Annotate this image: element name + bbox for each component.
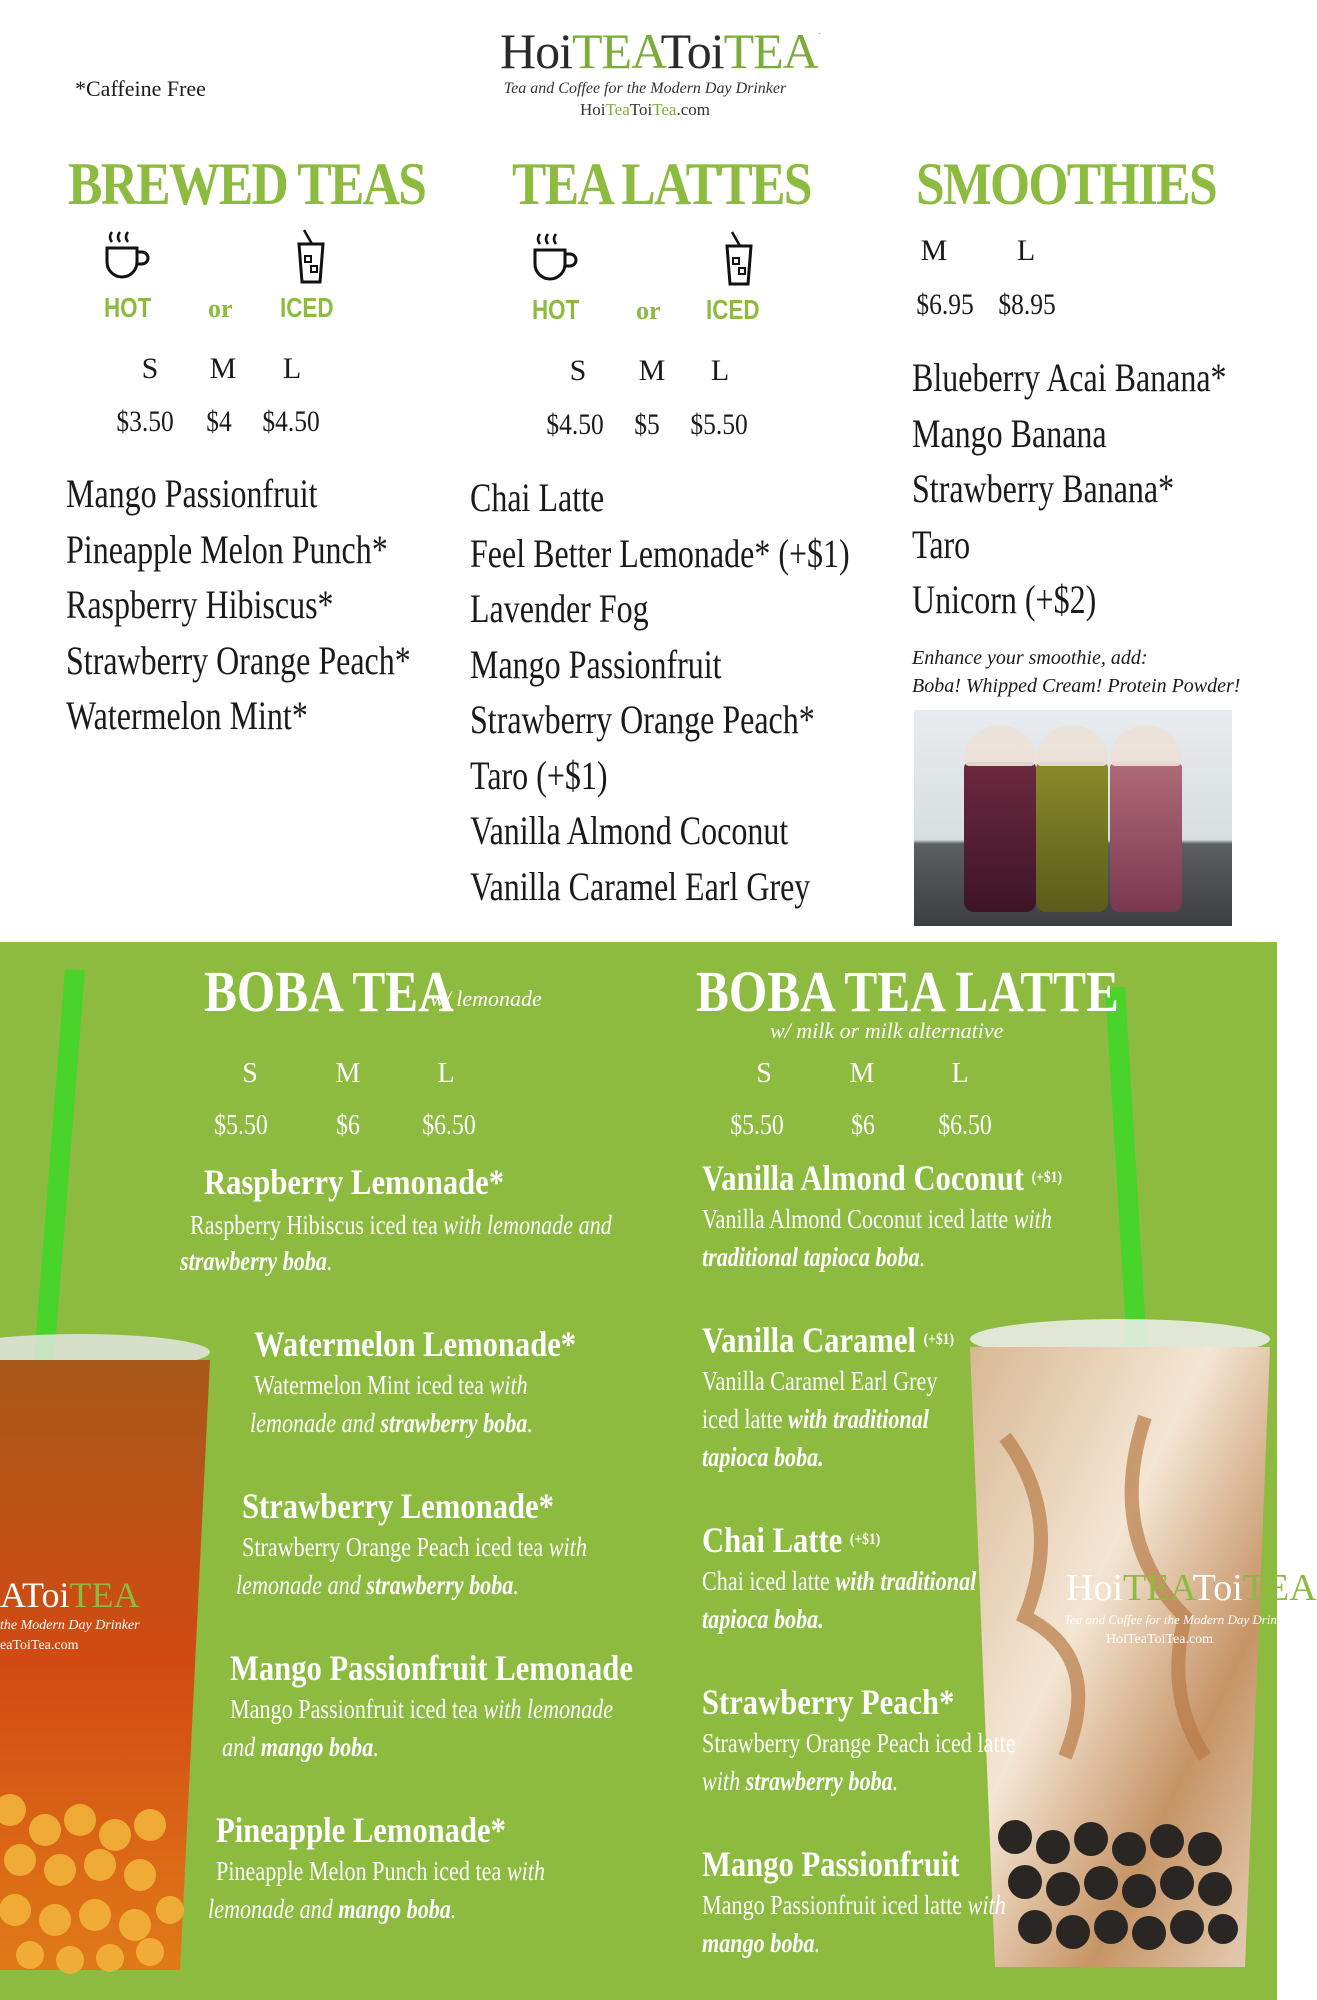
list-item: Strawberry Banana* <box>912 466 1175 511</box>
smoothies-photo <box>914 710 1232 926</box>
size-m: M <box>920 234 948 267</box>
price-s: $5.50 <box>730 1110 784 1141</box>
boba-tea-item: Strawberry Lemonade* Strawberry Orange Peach iced tea with <box>242 1486 587 1562</box>
logo-tagline: Tea and Coffee for the Modern Day Drinker <box>503 80 787 97</box>
price-s: $3.50 <box>116 405 174 438</box>
list-item: Pineapple Melon Punch* <box>66 526 388 572</box>
cup-logo-left: AToiTEA <box>0 1575 140 1615</box>
list-item: Strawberry Orange Peach* <box>66 637 411 683</box>
boba-latte-item: Vanilla Caramel $^{(+\$1)}$ Vanilla Caramel Earl Grey iced latte with traditional tapioca boba. <box>702 1320 954 1472</box>
boba-section <box>0 942 1317 2000</box>
list-item: Mango Passionfruit <box>470 641 722 687</box>
logo-url: HoiTeaToiTea.com <box>579 100 711 119</box>
hot-label: HOT <box>532 294 580 325</box>
boba-tea-item-desc: lemonade and mango boba. <box>208 1894 457 1924</box>
tea-lattes-list <box>470 470 945 914</box>
boba-tea-subtitle: w/ lemonade <box>430 986 542 1011</box>
boba-tea-item: Raspberry Lemonade* <box>204 1162 505 1202</box>
iced-cup-icon <box>722 230 756 288</box>
size-m: M <box>335 1058 361 1089</box>
list-item: Mango Passionfruit <box>66 471 318 516</box>
smoothie-cup <box>1110 762 1182 912</box>
list-item: Lavender Fog <box>470 586 649 631</box>
price-l: $8.95 <box>998 288 1056 321</box>
boba-latte-item: Chai Latte $^{(+\$1)}$ Chai iced latte with traditional tapioca boba. <box>702 1520 977 1634</box>
boba-tea-item-desc: lemonade and strawberry boba. <box>250 1408 533 1438</box>
brewed-teas-list <box>66 466 497 744</box>
caffeine-free-note: *Caffeine Free <box>75 76 206 101</box>
cup-logo-right-tagline: Tea and Coffee for the Modern Day Drinker <box>1064 1612 1294 1627</box>
iced-cup-icon <box>294 228 328 286</box>
size-l: L <box>951 1058 969 1089</box>
size-s: S <box>569 354 587 387</box>
size-m: M <box>209 352 237 385</box>
boba-tea-item: Mango Passionfruit Lemonade Mango Passionfruit iced tea with lemonade <box>230 1648 633 1724</box>
smoothies-list <box>912 350 1305 628</box>
boba-tea-item-desc: strawberry boba. <box>180 1246 333 1276</box>
list-item: Chai Latte <box>470 475 605 520</box>
list-item: Watermelon Mint* <box>66 693 308 738</box>
size-m: M <box>638 354 666 387</box>
size-l: L <box>437 1058 455 1089</box>
or-label: or <box>208 294 233 323</box>
cup-logo-right: HoiTEAToiTEA <box>1066 1567 1317 1609</box>
boba-tea-latte-title: BOBA TEA LATTE <box>696 959 1119 1024</box>
top-menu-section <box>0 0 1277 942</box>
boba-tea-item: Watermelon Lemonade* Watermelon Mint iced tea with <box>254 1324 577 1400</box>
list-item: Blueberry Acai Banana* <box>912 355 1227 400</box>
list-item: Vanilla Caramel Earl Grey <box>470 863 811 909</box>
size-l: L <box>282 352 302 385</box>
cup-logo-right-url: HoiTeaToiTea.com <box>1106 1632 1214 1647</box>
boba-latte-item: Vanilla Almond Coconut $^{(+\$1)}$ Vanilla Almond Coconut iced latte with traditional tapioca boba. <box>702 1158 1063 1272</box>
size-s: S <box>141 352 159 385</box>
or-label: or <box>636 296 661 325</box>
price-l: $5.50 <box>690 408 748 441</box>
brewed-teas-title: BREWED TEAS <box>68 151 426 217</box>
tea-lattes-title: TEA LATTES <box>512 151 811 217</box>
price-m: $5 <box>634 408 660 441</box>
hot-cup-icon <box>532 230 578 288</box>
list-item: Taro <box>912 521 971 567</box>
price-m: $4 <box>206 405 232 438</box>
boba-latte-item: Mango Passionfruit Mango Passionfruit iced latte with mango boba. <box>702 1844 1006 1958</box>
size-s: S <box>756 1058 772 1089</box>
boba-tea-title: BOBA TEA <box>204 959 454 1024</box>
price-l: $6.50 <box>422 1110 476 1141</box>
boba-latte-item: Strawberry Peach* Strawberry Orange Peach iced latte with strawberry boba. <box>702 1682 1016 1796</box>
cup-logo-left-url: eaToiTea.com <box>0 1638 79 1653</box>
size-m: M <box>849 1058 875 1089</box>
price-m: $6 <box>851 1110 875 1141</box>
smoothie-cup <box>1036 762 1108 912</box>
iced-label: ICED <box>706 294 760 325</box>
smoothies-title: SMOOTHIES <box>916 151 1216 217</box>
boba-tea-item-desc: lemonade and strawberry boba. <box>236 1570 519 1600</box>
list-item: Strawberry Orange Peach* <box>470 697 815 742</box>
price-s: $4.50 <box>546 408 604 441</box>
smoothie-cup <box>964 762 1036 912</box>
list-item: Raspberry Hibiscus* <box>66 582 334 627</box>
boba-lemonade-cup-photo <box>0 1330 220 1980</box>
price-l: $4.50 <box>262 405 320 438</box>
list-item: Unicorn (+$2) <box>912 577 1097 622</box>
price-m: $6 <box>336 1110 360 1141</box>
price-l: $6.50 <box>938 1110 992 1141</box>
boba-tea-item: Pineapple Lemonade* Pineapple Melon Punch iced tea with <box>216 1810 545 1886</box>
smoothie-enhance-note: Enhance your smoothie, add: Boba! Whipped Cream! Protein Powder! <box>912 647 1241 697</box>
size-s: S <box>242 1058 258 1089</box>
iced-label: ICED <box>280 292 334 323</box>
cup-logo-left-tagline: the Modern Day Drinker <box>0 1618 140 1633</box>
list-item: Feel Better Lemonade* (+$1) <box>470 530 850 576</box>
hot-cup-icon <box>104 228 150 286</box>
boba-tea-item-desc: and mango boba. <box>222 1732 379 1762</box>
boba-tea-item-desc: Raspberry Hibiscus iced tea with lemonade and <box>190 1210 612 1240</box>
boba-tea-latte-subtitle: w/ milk or milk alternative <box>770 1018 1004 1043</box>
list-item: Taro (+$1) <box>470 752 608 798</box>
size-l: L <box>710 354 730 387</box>
price-s: $5.50 <box>214 1110 268 1141</box>
list-item: Mango Banana <box>912 410 1107 456</box>
brand-logo <box>500 23 820 120</box>
hot-label: HOT <box>104 292 152 323</box>
size-l: L <box>1016 234 1036 267</box>
list-item: Vanilla Almond Coconut <box>470 808 789 853</box>
price-m: $6.95 <box>916 288 974 321</box>
logo-wordmark: HoiTEAToiTEA. <box>500 23 820 79</box>
